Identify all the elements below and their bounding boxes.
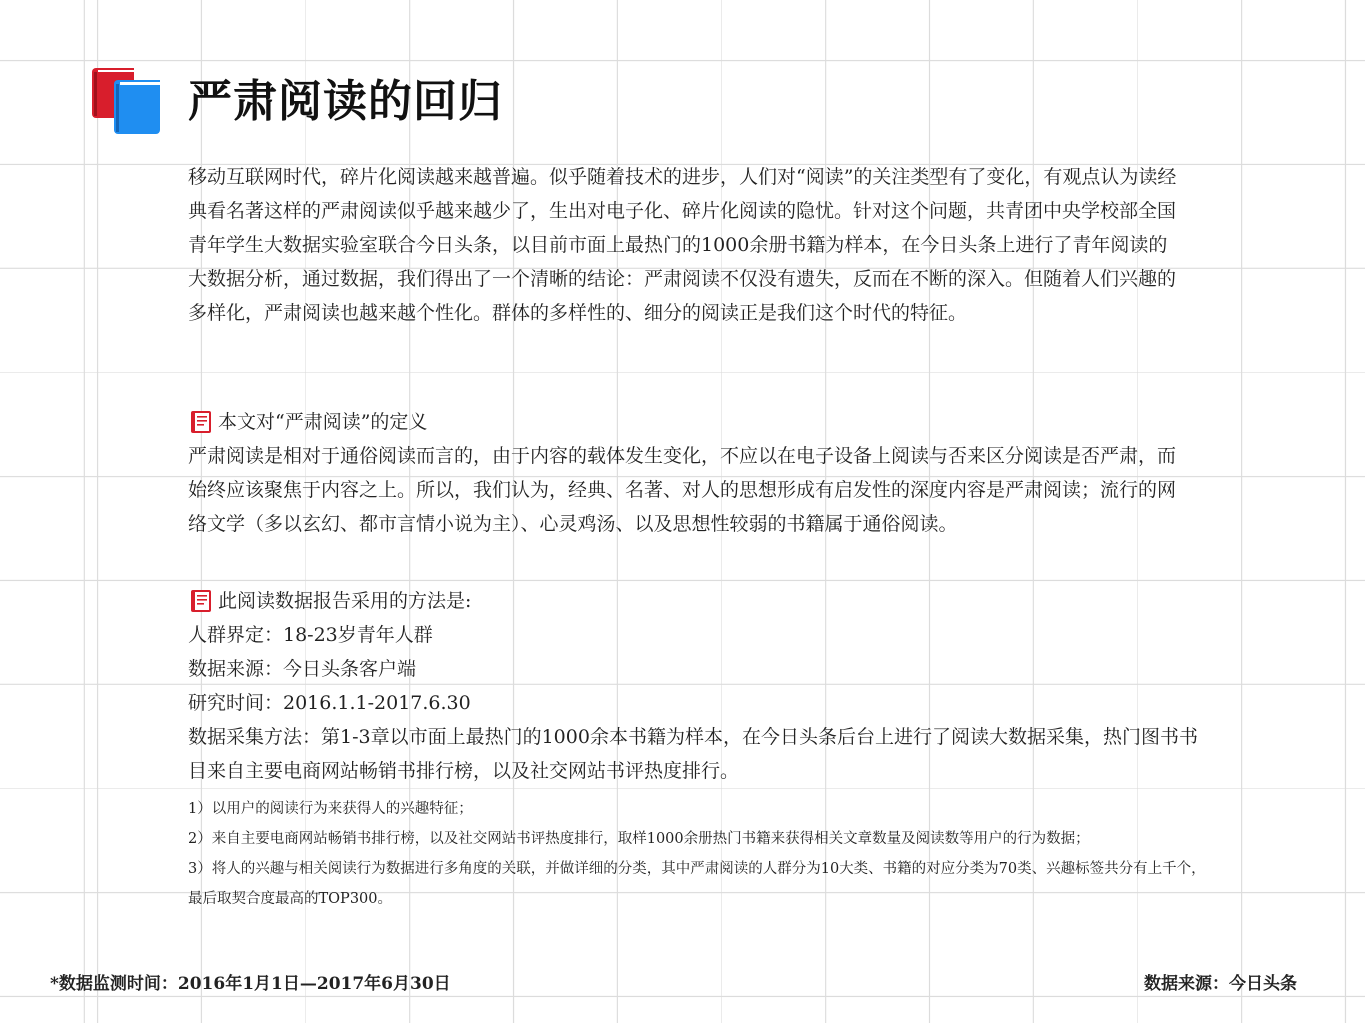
method-notes bbox=[188, 794, 1208, 914]
method-line: 数据来源：今日头条客户端 bbox=[188, 658, 417, 680]
book-icon bbox=[188, 409, 214, 435]
definition-heading-text: 本文对“严肃阅读”的定义 bbox=[218, 411, 428, 433]
method-heading-text: 此阅读数据报告采用的方法是: bbox=[218, 590, 472, 612]
data-source: 数据来源：今日头条 bbox=[1144, 974, 1297, 994]
method-heading bbox=[188, 584, 471, 618]
method-line: 研究时间：2016.1.1-2017.6.30 bbox=[188, 692, 471, 714]
method-note: 2）来自主要电商网站畅销书排行榜，以及社交网站书评热度排行，取样1000余册热门书籍来获得相关文章数量及阅读数等用户的行为数据； bbox=[188, 831, 1090, 847]
definition-heading bbox=[188, 405, 427, 439]
books-icon bbox=[90, 66, 162, 136]
monitor-time: *数据监测时间：2016年1月1日—2017年6月30日 bbox=[50, 974, 451, 994]
intro-paragraph: 移动互联网时代，碎片化阅读越来越普遍。似乎随着技术的进步，人们对“阅读”的关注类型有了变化，有观点认为读经典看名著这样的严肃阅读似乎越来越少了，生出对电子化、碎片化阅读的隐忧。针对这个问题，共青团中央学校部全国青年学生大数据实验室联合今日头条，以目前市面上最热门的1000余册书籍为样本，在今日头条上进行了青年阅读的大数据分析，通过数据，我们得出了一个清晰的结论：严肃阅读不仅没有遗失，反而在不断的深入。但随着人们兴趣的多样化，严肃阅读也越来越个性化。群体的多样性的、细分的阅读正是我们这个时代的特征。 bbox=[188, 166, 1177, 324]
book-icon bbox=[188, 588, 214, 614]
method-note: 3）将人的兴趣与相关阅读行为数据进行多角度的关联，并做详细的分类，其中严肃阅读的人群分为10大类、书籍的对应分类为70类、兴趣标签共分有上千个，最后取契合度最高的TOP300。 bbox=[188, 861, 1206, 907]
page-title: 严肃阅读的回归 bbox=[188, 76, 503, 127]
definition-paragraph: 严肃阅读是相对于通俗阅读而言的，由于内容的载体发生变化，不应以在电子设备上阅读与否来区分阅读是否严肃，而始终应该聚焦于内容之上。所以，我们认为，经典、名著、对人的思想形成有启发性的深度内容是严肃阅读；流行的网络文学（多以玄幻、都市言情小说为主）、心灵鸡汤、以及思想性较弱的书籍属于通俗阅读。 bbox=[188, 445, 1177, 535]
method-lines bbox=[188, 618, 1208, 788]
method-line: 人群界定：18-23岁青年人群 bbox=[188, 624, 433, 646]
method-note: 1）以用户的阅读行为来获得人的兴趣特征； bbox=[188, 801, 473, 817]
method-line: 数据采集方法：第1-3章以市面上最热门的1000余本书籍为样本，在今日头条后台上进行了阅读大数据采集，热门图书书目来自主要电商网站畅销书排行榜，以及社交网站书评热度排行。 bbox=[188, 726, 1198, 782]
